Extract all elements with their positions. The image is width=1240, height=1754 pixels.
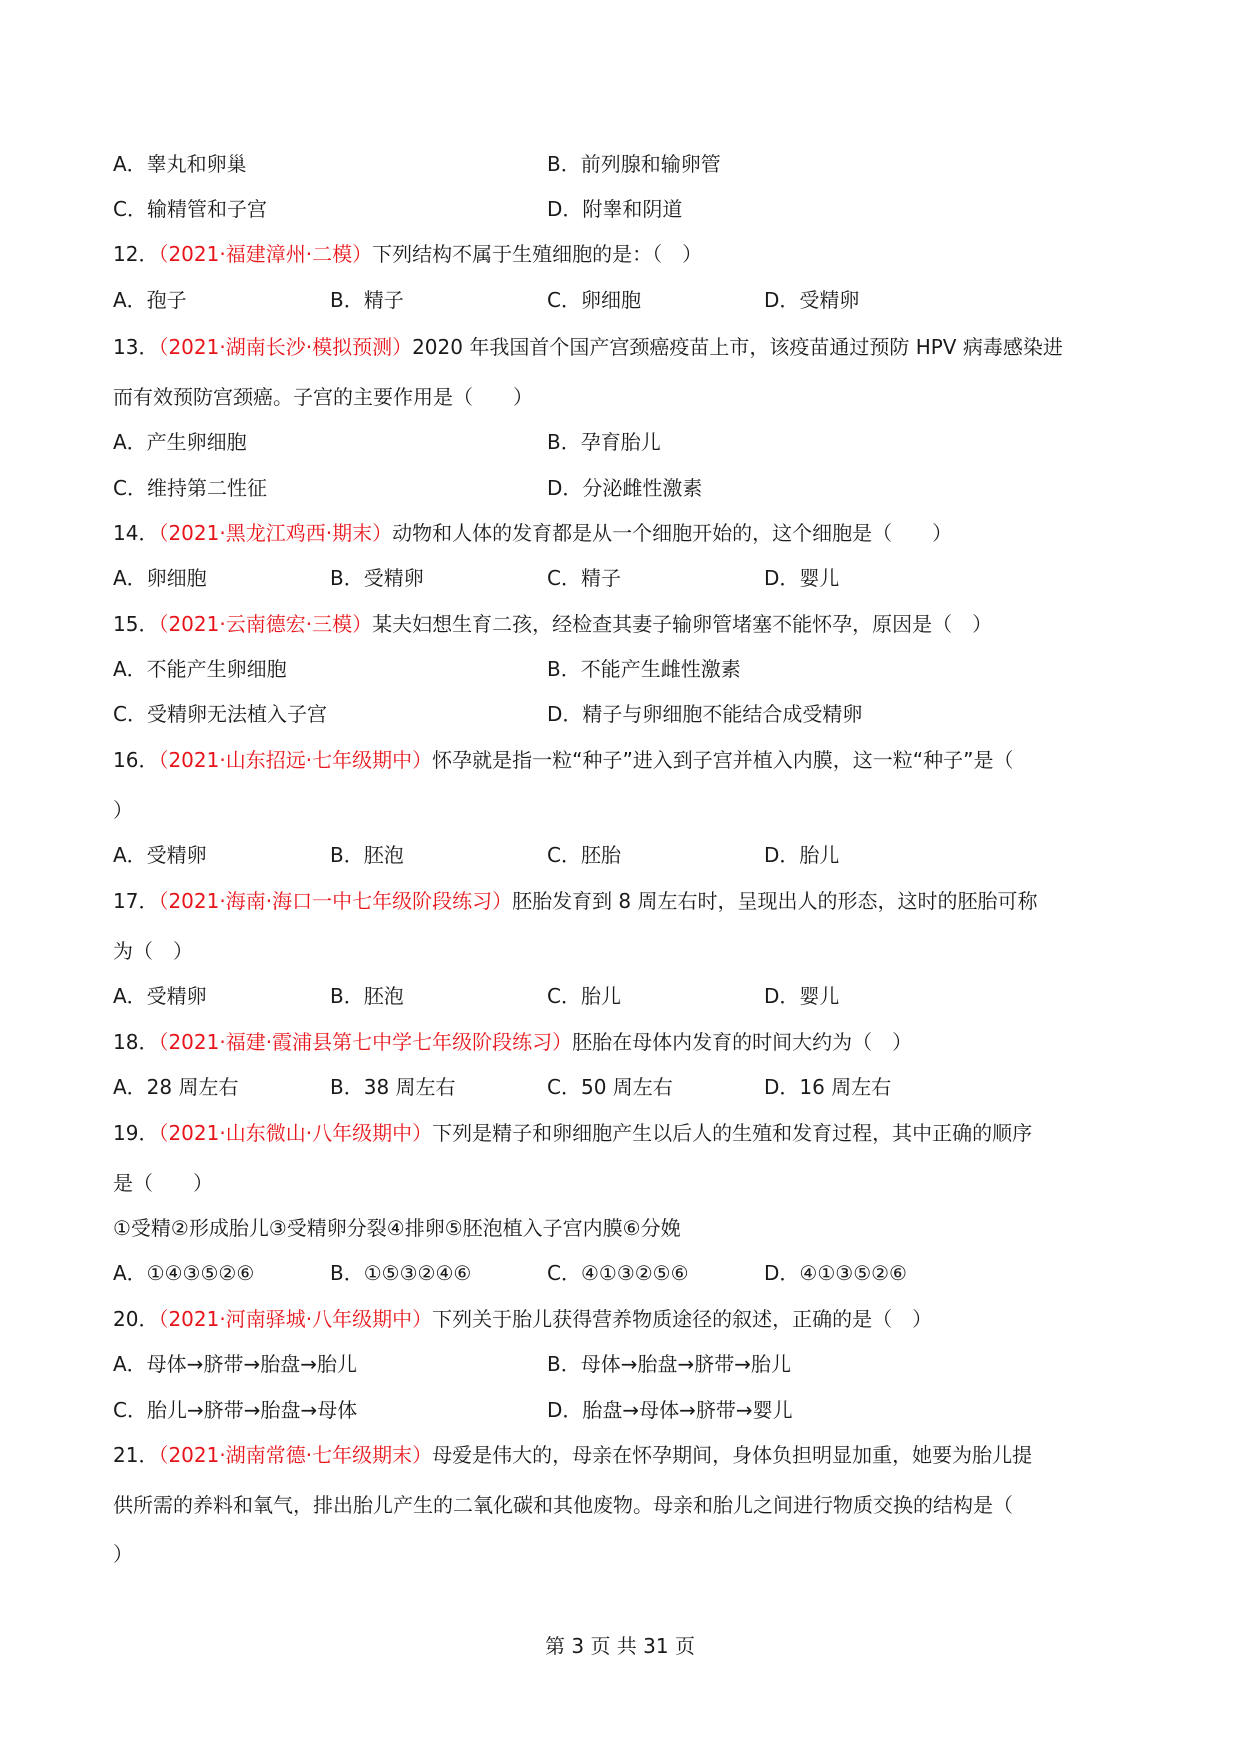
option-c: C．受精卵无法植入子宫 bbox=[113, 702, 327, 726]
question-stem-continued: ） bbox=[113, 1542, 133, 1566]
option-c: C．卵细胞 bbox=[547, 288, 641, 312]
option-a: A．卵细胞 bbox=[113, 566, 207, 590]
question-stem: 怀孕就是指一粒“种子”进入到子宫并植入内膜，这一粒“种子”是（ bbox=[432, 748, 1014, 772]
option-b: B．不能产生雌性激素 bbox=[547, 657, 741, 681]
question-number: 17． bbox=[113, 889, 159, 913]
question-sequence-steps: ①受精②形成胎儿③受精卵分裂④排卵⑤胚泡植入子宫内膜⑥分娩 bbox=[113, 1216, 681, 1240]
option-c: C．精子 bbox=[547, 566, 621, 590]
option-a: A．母体→脐带→胎盘→胎儿 bbox=[113, 1352, 357, 1376]
option-c: C．④①③②⑤⑥ bbox=[547, 1261, 689, 1285]
option-b: B．胚泡 bbox=[330, 843, 404, 867]
question-18 bbox=[113, 1028, 912, 1056]
option-b: B．受精卵 bbox=[330, 566, 424, 590]
question-stem-continued: ） bbox=[113, 798, 133, 822]
option-a: A．28 周左右 bbox=[113, 1075, 239, 1099]
option-b: B．孕育胎儿 bbox=[547, 430, 661, 454]
question-stem-continued: 为（ ） bbox=[113, 939, 193, 963]
option-c: C．50 周左右 bbox=[547, 1075, 673, 1099]
question-source: （2021·黑龙江鸡西·期末） bbox=[158, 521, 393, 545]
page-number: 第 3 页 共 31 页 bbox=[545, 1634, 695, 1658]
question-stem: 胚胎在母体内发育的时间大约为（ ） bbox=[572, 1030, 913, 1054]
question-12 bbox=[113, 240, 702, 268]
question-stem: 2020 年我国首个国产宫颈癌疫苗上市，该疫苗通过预防 HPV 病毒感染进 bbox=[412, 335, 1063, 359]
question-source: （2021·海南·海口一中七年级阶段练习） bbox=[158, 889, 513, 913]
question-source: （2021·福建漳州·二模） bbox=[158, 242, 373, 266]
option-c: C．胎儿 bbox=[547, 984, 621, 1008]
question-21 bbox=[113, 1441, 1032, 1469]
option-b: B．精子 bbox=[330, 288, 404, 312]
option-c: C．输精管和子宫 bbox=[113, 197, 267, 221]
question-13 bbox=[113, 333, 1063, 361]
option-a: A．受精卵 bbox=[113, 984, 207, 1008]
option-d: D．胎儿 bbox=[764, 843, 840, 867]
question-20 bbox=[113, 1305, 932, 1333]
question-number: 14． bbox=[113, 521, 159, 545]
option-a: A．不能产生卵细胞 bbox=[113, 657, 287, 681]
question-stem: 下列关于胎儿获得营养物质途径的叙述，正确的是（ ） bbox=[432, 1307, 933, 1331]
option-c: C．胎儿→脐带→胎盘→母体 bbox=[113, 1398, 358, 1422]
option-b: B．胚泡 bbox=[330, 984, 404, 1008]
question-source: （2021·福建·霞浦县第七中学七年级阶段练习） bbox=[158, 1030, 573, 1054]
option-c: C．维持第二性征 bbox=[113, 476, 267, 500]
question-14 bbox=[113, 519, 952, 547]
option-b: B．前列腺和输卵管 bbox=[547, 152, 721, 176]
option-d: D．受精卵 bbox=[764, 288, 860, 312]
question-stem-continued: 是（ ） bbox=[113, 1171, 213, 1195]
question-17 bbox=[113, 887, 1038, 915]
option-a: A．①④③⑤②⑥ bbox=[113, 1261, 255, 1285]
question-source: （2021·湖南常德·七年级期末） bbox=[158, 1443, 433, 1467]
option-b: B．①⑤③②④⑥ bbox=[330, 1261, 472, 1285]
question-stem-continued: 供所需的养料和氧气，排出胎儿产生的二氧化碳和其他废物。母亲和胎儿之间进行物质交换的结构是（ bbox=[113, 1493, 1013, 1517]
option-d: D．16 周左右 bbox=[764, 1075, 892, 1099]
option-d: D．婴儿 bbox=[764, 566, 840, 590]
option-a: A．孢子 bbox=[113, 288, 187, 312]
option-d: D．精子与卵细胞不能结合成受精卵 bbox=[547, 702, 863, 726]
option-d: D．婴儿 bbox=[764, 984, 840, 1008]
question-number: 12． bbox=[113, 242, 159, 266]
question-number: 15． bbox=[113, 612, 159, 636]
option-d: D．胎盘→母体→脐带→婴儿 bbox=[547, 1398, 793, 1422]
question-number: 18． bbox=[113, 1030, 159, 1054]
question-stem: 动物和人体的发育都是从一个细胞开始的，这个细胞是（ ） bbox=[392, 521, 953, 545]
question-stem: 下列是精子和卵细胞产生以后人的生殖和发育过程，其中正确的顺序 bbox=[432, 1121, 1033, 1145]
question-stem: 母爱是伟大的，母亲在怀孕期间，身体负担明显加重，她要为胎儿提 bbox=[432, 1443, 1033, 1467]
option-b: B．38 周左右 bbox=[330, 1075, 456, 1099]
option-a: A．受精卵 bbox=[113, 843, 207, 867]
question-number: 21． bbox=[113, 1443, 159, 1467]
option-d: D．分泌雌性激素 bbox=[547, 476, 703, 500]
question-source: （2021·河南驿城·八年级期中） bbox=[158, 1307, 433, 1331]
question-16 bbox=[113, 746, 1014, 774]
question-number: 16． bbox=[113, 748, 159, 772]
question-number: 13． bbox=[113, 335, 159, 359]
option-d: D．④①③⑤②⑥ bbox=[764, 1261, 907, 1285]
option-a: A．睾丸和卵巢 bbox=[113, 152, 247, 176]
option-a: A．产生卵细胞 bbox=[113, 430, 247, 454]
question-19 bbox=[113, 1119, 1032, 1147]
option-d: D．附睾和阴道 bbox=[547, 197, 683, 221]
question-number: 20． bbox=[113, 1307, 159, 1331]
option-b: B．母体→胎盘→脐带→胎儿 bbox=[547, 1352, 791, 1376]
question-stem: 下列结构不属于生殖细胞的是：（ ） bbox=[372, 242, 703, 266]
question-number: 19． bbox=[113, 1121, 159, 1145]
question-source: （2021·山东招远·七年级期中） bbox=[158, 748, 433, 772]
question-stem: 胚胎发育到 8 周左右时，呈现出人的形态，这时的胚胎可称 bbox=[512, 889, 1038, 913]
option-c: C．胚胎 bbox=[547, 843, 621, 867]
question-source: （2021·云南德宏·三模） bbox=[158, 612, 373, 636]
question-source: （2021·山东微山·八年级期中） bbox=[158, 1121, 433, 1145]
question-stem: 某夫妇想生育二孩，经检查其妻子输卵管堵塞不能怀孕，原因是（ ） bbox=[372, 612, 993, 636]
question-stem-continued: 而有效预防宫颈癌。子宫的主要作用是（ ） bbox=[113, 385, 533, 409]
question-15 bbox=[113, 610, 992, 638]
question-source: （2021·湖南长沙·模拟预测） bbox=[158, 335, 413, 359]
